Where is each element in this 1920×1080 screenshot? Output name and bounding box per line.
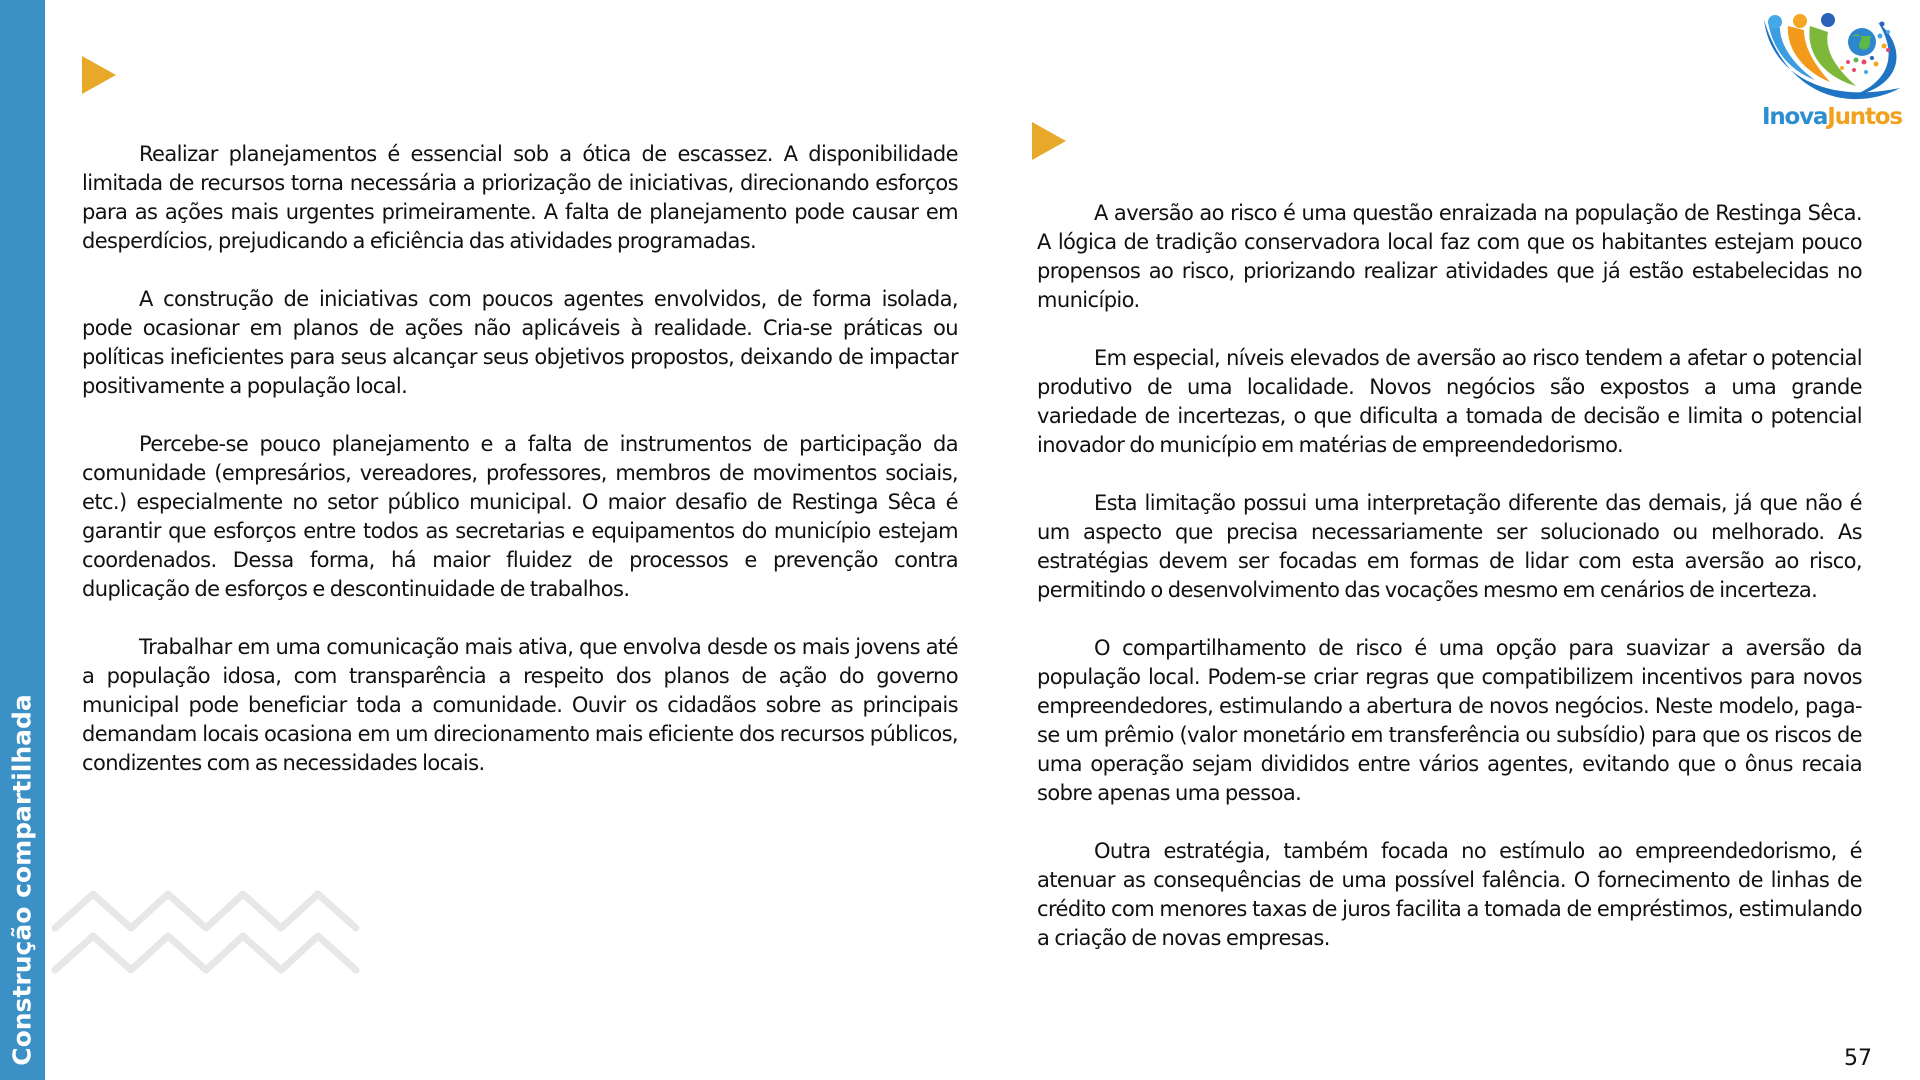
logo-wordmark — [1762, 104, 1902, 130]
left-text-column — [82, 140, 958, 807]
paragraph: Outra estratégia, também focada no estímulo ao empreendedorismo, é atenuar as consequências de uma possível falência. O fornecimento de linhas de crédito com menores taxas de juros facilita a tomada de empréstimos, estimulando a criação de novas empresas. — [1037, 839, 1862, 950]
paragraph: Percebe-se pouco planejamento e a falta de instrumentos de participação da comunidade (empresários, vereadores, professores, membros de movimentos sociais, etc.) especialmente no setor público municipal. O maior desafio de Restinga Sêca é garantir que esforços entre todos as secretarias e equipamentos do município estejam coordenados. Dessa forma, há maior fluidez de processos e prevenção contra duplicação de esforços e descontinuidade de trabalhos. — [82, 432, 958, 601]
paragraph: Realizar planejamentos é essencial sob a ótica de escassez. A disponibilidade limitada de recursos torna necessária a priorização de iniciativas, direcionando esforços para as ações mais urgentes primeiramente. A falta de planejamento pode causar em desperdícios, prejudicando a eficiência das atividades programadas. — [82, 142, 958, 253]
triangle-bullet-icon — [82, 56, 116, 94]
logo-text-juntos: Juntos — [1827, 104, 1902, 130]
paragraph: Esta limitação possui uma interpretação diferente das demais, já que não é um aspecto que precisa necessariamente ser solucionado ou melhorado. As estratégias devem ser focadas em formas de lidar com esta aversão ao risco, permitindo o desenvolvimento das vocações mesmo em cenários de incerteza. — [1037, 491, 1862, 602]
paragraph: Trabalhar em uma comunicação mais ativa, que envolva desde os mais jovens até a população idosa, com transparência a respeito dos planos de ação do governo municipal pode beneficiar toda a comunidade. Ouvir os cidadãos sobre as principais demandam locais ocasiona em um direcionamento mais eficiente dos recursos públicos, condizentes com as necessidades locais. — [82, 635, 958, 775]
sidebar — [0, 0, 45, 1080]
triangle-bullet-icon — [1032, 122, 1066, 160]
zigzag-line — [55, 936, 356, 970]
paragraph: A aversão ao risco é uma questão enraizada na população de Restinga Sêca. A lógica de tradição conservadora local faz com que os habitantes estejam pouco propensos ao risco, priorizando realizar atividades que já estão estabelecidas no município. — [1037, 201, 1862, 312]
section-title: Construção compartilhada — [7, 694, 37, 1066]
paragraph: O compartilhamento de risco é uma opção para suavizar a aversão da população local. Podem-se criar regras que compatibilizem incentivos para novos empreendedores, estimulando a abertura de novos negócios. Neste modelo, paga-se um prêmio (valor monetário em transferência ou subsídio) para que os riscos de uma operação sejam divididos entre vários agentes, evitando que o ônus recaia sobre apenas uma pessoa. — [1037, 636, 1862, 805]
page-number: 57 — [1844, 1046, 1872, 1071]
paragraph: A construção de iniciativas com poucos agentes envolvidos, de forma isolada, pode ocasionar em planos de ações não aplicáveis à realidade. Cria-se práticas ou políticas ineficientes para seus alcançar seus objetivos propostos, deixando de impactar positivamente a população local. — [82, 287, 958, 398]
logo-text-inova: Inova — [1762, 104, 1828, 130]
zigzag-line — [55, 894, 356, 928]
zigzag-decoration-icon — [45, 880, 375, 1000]
paragraph: Em especial, níveis elevados de aversão ao risco tendem a afetar o potencial produtivo de uma localidade. Novos negócios são expostos a uma grande variedade de incertezas, o que dificulta a tomada de decisão e limita o potencial inovador do município em matérias de empreendedorismo. — [1037, 346, 1862, 457]
right-text-column — [1037, 199, 1862, 982]
